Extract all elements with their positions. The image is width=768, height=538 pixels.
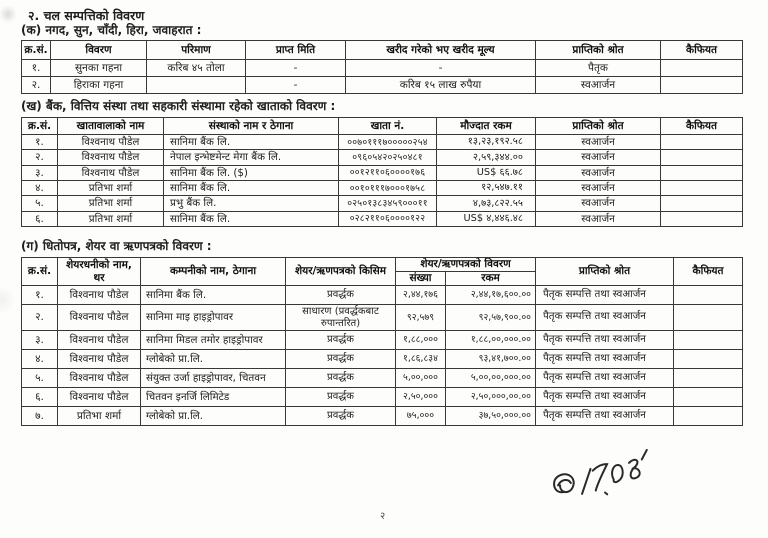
table-cell: पैतृक सम्पत्ति तथा स्वआर्जन xyxy=(536,369,674,388)
table-cell: पैतृक सम्पत्ति तथा स्वआर्जन xyxy=(536,407,674,426)
table-cell: ४. xyxy=(22,350,58,369)
table-cell: ४,७३,८२२.५५ xyxy=(437,196,536,211)
table-cell xyxy=(661,150,743,165)
table-row xyxy=(22,388,743,407)
table-cell: विश्वनाथ पौडेल xyxy=(58,331,141,350)
table-cell xyxy=(661,165,743,180)
table-cell: विश्वनाथ पौडेल xyxy=(58,305,141,331)
table-cell xyxy=(147,77,246,94)
table-cell: २,५०,००० xyxy=(396,388,446,407)
table-cell: ३७,५०,०००.०० xyxy=(446,407,536,426)
table-cell: पैतृक सम्पत्ति तथा स्वआर्जन xyxy=(536,286,674,305)
table-cell: ग्लोबेको प्रा.लि. xyxy=(141,350,286,369)
table-cell: - xyxy=(346,60,536,77)
table-body xyxy=(22,60,743,94)
col-remarks: कैफियत xyxy=(674,258,743,286)
table-cell: २,५०,०००,००.०० xyxy=(446,388,536,407)
table-row xyxy=(22,305,743,331)
table-cell: स्वआर्जन xyxy=(536,196,661,211)
table-cell: - xyxy=(246,60,346,77)
table-cell: सानिमा बैंक लि. xyxy=(141,286,286,305)
table-cell: १,८८,००,०००.०० xyxy=(446,331,536,350)
table-cell: ०२८२११०६००००१२२ xyxy=(339,211,437,226)
table-cell: पैतृक सम्पत्ति तथा स्वआर्जन xyxy=(536,388,674,407)
col-share-amount: रकम xyxy=(446,272,536,286)
page-title: २. चल सम्पत्तिको विवरण xyxy=(28,8,145,23)
col-shareholder: शेयरधनीको नाम, थर xyxy=(58,258,141,286)
table-row xyxy=(22,331,743,350)
table-row xyxy=(22,77,743,94)
table-cell: विश्वनाथ पौडेल xyxy=(58,150,164,165)
table-header xyxy=(22,258,743,286)
col-date-received: प्राप्त मिति xyxy=(246,41,346,60)
table-cell: प्रवर्द्धक xyxy=(286,407,396,426)
table-cell: प्रवर्द्धक xyxy=(286,369,396,388)
table-row xyxy=(22,407,743,426)
table-body xyxy=(22,286,743,426)
table-cell: २,४४,१७६ xyxy=(396,286,446,305)
table-row xyxy=(22,165,743,180)
col-sn: क्र.सं. xyxy=(22,41,51,60)
table-cell: प्रतिभा शर्मा xyxy=(58,196,164,211)
table-cell: विश्वनाथ पौडेल xyxy=(58,286,141,305)
table-row xyxy=(22,369,743,388)
table-cell: १. xyxy=(22,60,51,77)
table-cell xyxy=(661,135,743,150)
table-cell: पैतृक सम्पत्ति तथा स्वआर्जन xyxy=(536,350,674,369)
table-cell: ०२५०१३८३४५९०००११ xyxy=(339,196,437,211)
table-cell xyxy=(661,196,743,211)
table-cell: स्वआर्जन xyxy=(536,135,661,150)
table-cell: १. xyxy=(22,286,58,305)
section-bank-heading: (ख) बैंक, वित्तिय संस्था तथा सहकारी संस्थामा रहेको खाताको विवरण : xyxy=(21,99,336,113)
table-cell xyxy=(674,350,743,369)
table-cell: सानिमा बैंक लि. ($) xyxy=(164,165,339,180)
table-cell: स्वआर्जन xyxy=(536,211,661,226)
table-cell: २. xyxy=(22,150,58,165)
table-cell: संयुक्त उर्जा हाइड्रोपावर, चितवन xyxy=(141,369,286,388)
col-purchase-price: खरीद गरेको भए खरीद मूल्य xyxy=(346,41,536,60)
table-cell xyxy=(661,77,743,94)
table-cell: विश्वनाथ पौडेल xyxy=(58,369,141,388)
table-cell: ९२,५७,९००.०० xyxy=(446,305,536,331)
page-number: २ xyxy=(380,511,386,522)
col-balance: मौज्दात रकम xyxy=(437,118,536,135)
table-cell: प्रभु बैंक लि. xyxy=(164,196,339,211)
table-cell: स्वआर्जन xyxy=(536,150,661,165)
table-row xyxy=(22,150,743,165)
table-cell: प्रवर्द्धक xyxy=(286,286,396,305)
table-cell: चितवन इनर्जि लिमिटेड xyxy=(141,388,286,407)
table-row xyxy=(22,286,743,305)
table-cell: ०९६०५४२०२५०४८१ xyxy=(339,150,437,165)
table-cell: सानिमा मिडल तमोर हाइड्रोपावर xyxy=(141,331,286,350)
table-cell xyxy=(661,181,743,196)
table-row xyxy=(22,60,743,77)
table-cell: US$ ६६.७८ xyxy=(437,165,536,180)
table-cell: पैतृक सम्पत्ति तथा स्वआर्जन xyxy=(536,305,674,331)
table-cell xyxy=(661,60,743,77)
col-sn: क्र.सं. xyxy=(22,118,58,135)
col-company: कम्पनीको नाम, ठेगाना xyxy=(141,258,286,286)
table-cell xyxy=(674,331,743,350)
table-cell: स्वआर्जन xyxy=(536,165,661,180)
table-cell: सानिमा माइ हाइड्रोपावर xyxy=(141,305,286,331)
table-cell: ४. xyxy=(22,181,58,196)
table-cell: ७५,००० xyxy=(396,407,446,426)
table-cell: स्वआर्जन xyxy=(536,181,661,196)
table-body xyxy=(22,135,743,227)
table-cell: २,५९,३४४.०० xyxy=(437,150,536,165)
table-cell: - xyxy=(246,77,346,94)
table-cell: १,८८,००० xyxy=(396,331,446,350)
table-cell: २. xyxy=(22,77,51,94)
table-cell: पैतृक xyxy=(536,60,661,77)
table-cell: सानिमा बैंक लि. xyxy=(164,135,339,150)
table-cell: विश्वनाथ पौडेल xyxy=(58,388,141,407)
table-cell: २,४४,१७,६००.०० xyxy=(446,286,536,305)
table-row xyxy=(22,135,743,150)
table-cell: हिराका गहना xyxy=(51,77,147,94)
table-cell: US$ ४,४४६.४८ xyxy=(437,211,536,226)
table-cell: विश्वनाथ पौडेल xyxy=(58,135,164,150)
bank-accounts-table xyxy=(21,117,743,227)
col-remarks: कैफियत xyxy=(661,41,743,60)
table-cell xyxy=(674,388,743,407)
section-shares-heading: (ग) धितोपत्र, शेयर वा ऋणपत्रको विवरण : xyxy=(21,239,212,253)
table-cell: ९२,५७९ xyxy=(396,305,446,331)
table-cell: स्वआर्जन xyxy=(536,77,661,94)
col-account-number: खाता नं. xyxy=(339,118,437,135)
table-cell: विश्वनाथ पौडेल xyxy=(58,350,141,369)
table-cell: १. xyxy=(22,135,58,150)
table-cell: ६. xyxy=(22,211,58,226)
table-cell: सुनका गहना xyxy=(51,60,147,77)
col-source: प्राप्तिको श्रोत xyxy=(536,41,661,60)
table-cell: ५. xyxy=(22,196,58,211)
table-row xyxy=(22,211,743,226)
table-row xyxy=(22,181,743,196)
table-cell: नेपाल इन्भेष्टमेन्ट मेगा बैंक लि. xyxy=(164,150,339,165)
table-cell xyxy=(674,369,743,388)
table-cell: ५,००,००० xyxy=(396,369,446,388)
col-share-detail-group: शेयर/ऋणपत्रको विवरण xyxy=(396,258,536,272)
table-cell: पैतृक सम्पत्ति तथा स्वआर्जन xyxy=(536,331,674,350)
table-cell: सानिमा बैंक लि. xyxy=(164,211,339,226)
col-sn: क्र.सं. xyxy=(22,258,58,286)
table-cell: प्रवर्द्धक xyxy=(286,350,396,369)
cash-jewelry-table xyxy=(21,40,743,94)
table-cell: प्रतिभा शर्मा xyxy=(58,211,164,226)
table-cell: ३. xyxy=(22,165,58,180)
table-cell: ००१०१११७०००१७५८ xyxy=(339,181,437,196)
section-cash-heading: (क) नगद, सुन, चाँदी, हिरा, जवाहरात : xyxy=(21,23,202,37)
table-cell: १३,२३,१९२.५८ xyxy=(437,135,536,150)
signature-scribble xyxy=(545,447,655,520)
table-cell: १,८६,८३४ xyxy=(396,350,446,369)
col-account-holder: खातावालाको नाम xyxy=(58,118,164,135)
table-cell: सानिमा बैंक लि. xyxy=(164,181,339,196)
col-quantity: परिमाण xyxy=(147,41,246,60)
table-cell: साधारण (प्रवर्द्धकबाट रुपान्तरित) xyxy=(286,305,396,331)
table-cell xyxy=(674,407,743,426)
table-cell: ३. xyxy=(22,331,58,350)
table-cell: प्रवर्द्धक xyxy=(286,331,396,350)
table-cell: ५. xyxy=(22,369,58,388)
table-cell: ७. xyxy=(22,407,58,426)
table-cell: ००७०१११७०००००२५४ xyxy=(339,135,437,150)
table-cell: १२,५४७.११ xyxy=(437,181,536,196)
col-institution: संस्थाको नाम र ठेगाना xyxy=(164,118,339,135)
table-cell xyxy=(661,211,743,226)
table-cell: ६. xyxy=(22,388,58,407)
table-cell: प्रवर्द्धक xyxy=(286,388,396,407)
table-cell: प्रतिभा शर्मा xyxy=(58,181,164,196)
table-cell: विश्वनाथ पौडेल xyxy=(58,165,164,180)
table-header xyxy=(22,118,743,135)
table-cell: ००१२११०६००००१७६ xyxy=(339,165,437,180)
table-header xyxy=(22,41,743,60)
col-share-quantity: संख्या xyxy=(396,272,446,286)
col-share-type: शेयर/ऋणपत्रको किसिम xyxy=(286,258,396,286)
table-cell: २. xyxy=(22,305,58,331)
table-cell xyxy=(674,286,743,305)
table-cell: करिब ४५ तोला xyxy=(147,60,246,77)
table-row xyxy=(22,196,743,211)
col-source: प्राप्तिको श्रोत xyxy=(536,258,674,286)
col-source: प्राप्तिको श्रोत xyxy=(536,118,661,135)
table-row xyxy=(22,350,743,369)
table-cell: ५,००,००,०००.०० xyxy=(446,369,536,388)
col-description: विवरण xyxy=(51,41,147,60)
shares-table xyxy=(21,257,743,426)
table-cell xyxy=(674,305,743,331)
table-cell: ९३,४१,७००.०० xyxy=(446,350,536,369)
col-remarks: कैफियत xyxy=(661,118,743,135)
table-cell: प्रतिभा शर्मा xyxy=(58,407,141,426)
table-cell: ग्लोबेको प्रा.लि. xyxy=(141,407,286,426)
table-cell: करिब १५ लाख रुपैया xyxy=(346,77,536,94)
